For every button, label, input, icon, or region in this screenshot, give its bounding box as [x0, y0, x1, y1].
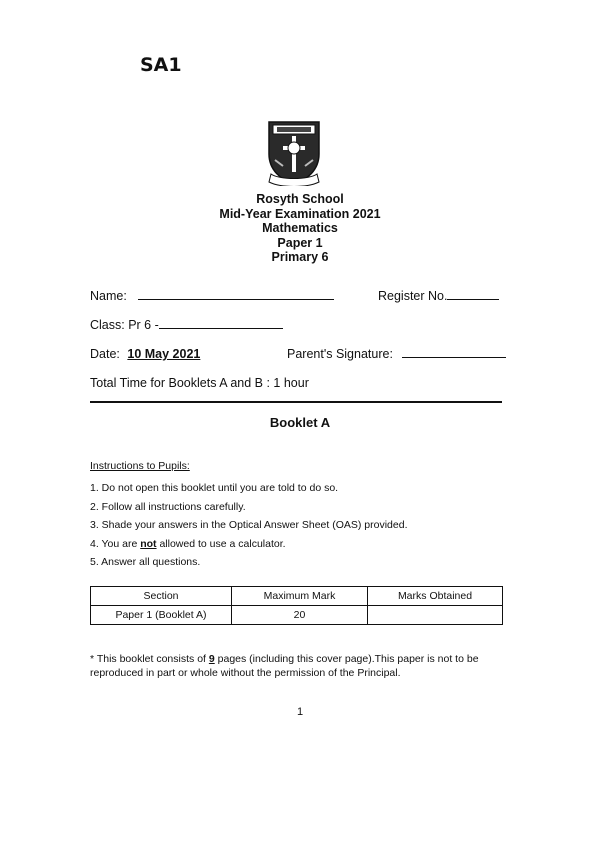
instruction-item	[90, 538, 408, 557]
marks-table	[90, 586, 503, 625]
table-header-section: Section	[91, 587, 232, 606]
signature-field	[287, 347, 506, 361]
date-value: 10 May 2021	[127, 347, 201, 361]
signature-blank[interactable]	[402, 357, 506, 358]
name-field	[90, 289, 334, 303]
instruction-item: 1. Do not open this booklet until you are told to do so.	[90, 482, 339, 494]
booklet-note	[90, 652, 510, 680]
instructions-list	[90, 482, 408, 575]
document-tag: SA1	[140, 54, 182, 76]
register-field	[378, 289, 499, 303]
name-blank[interactable]	[138, 299, 334, 300]
instruction-item: 3. Shade your answers in the Optical Answer Sheet (OAS) provided.	[90, 519, 408, 531]
paper-title: Paper 1	[277, 235, 323, 250]
exam-title: Mid-Year Examination 2021	[219, 206, 381, 221]
subject-title: Mathematics	[262, 221, 338, 235]
total-time: Total Time for Booklets A and B : 1 hour	[90, 376, 309, 390]
table-header-maximum-mark: Maximum Mark	[232, 587, 368, 606]
school-crest-logo	[263, 120, 325, 186]
instruction-4-start: 4. You are	[90, 537, 141, 550]
marks-table-header-row	[91, 587, 503, 606]
name-label: Name:	[90, 289, 127, 303]
table-cell-maximum-mark: 20	[232, 606, 368, 625]
booklet-title: Booklet A	[269, 415, 331, 430]
table-row	[91, 606, 503, 625]
table-cell-section: Paper 1 (Booklet A)	[91, 606, 232, 625]
instructions-heading: Instructions to Pupils:	[90, 460, 190, 472]
class-label: Class: Pr 6 -	[90, 318, 159, 332]
note-after: pages (including this cover page).This paper is not to be reproduced in part or whole without the permission of the Principal.	[90, 653, 479, 679]
note-pages: 9	[208, 653, 215, 665]
page-number: 1	[296, 706, 304, 718]
class-field	[90, 318, 283, 332]
instruction-item: 2. Follow all instructions carefully.	[90, 500, 246, 513]
register-blank[interactable]	[447, 299, 499, 300]
date-field	[90, 347, 200, 361]
instruction-4-rest: allowed to use a calculator.	[156, 537, 286, 550]
table-cell-marks-obtained[interactable]	[368, 606, 503, 625]
class-blank[interactable]	[159, 328, 283, 329]
exam-heading	[0, 192, 600, 265]
note-before: * This booklet consists of	[90, 653, 209, 665]
instruction-item: 5. Answer all questions.	[90, 556, 201, 568]
table-header-marks-obtained: Marks Obtained	[368, 587, 503, 606]
level-title: Primary 6	[271, 250, 329, 264]
signature-label: Parent's Signature:	[287, 347, 393, 361]
school-name: Rosyth School	[256, 192, 344, 206]
divider-rule	[90, 401, 502, 403]
instruction-4-emphasis: not	[140, 537, 157, 550]
date-label: Date:	[90, 347, 120, 361]
register-label: Register No.	[378, 289, 448, 303]
